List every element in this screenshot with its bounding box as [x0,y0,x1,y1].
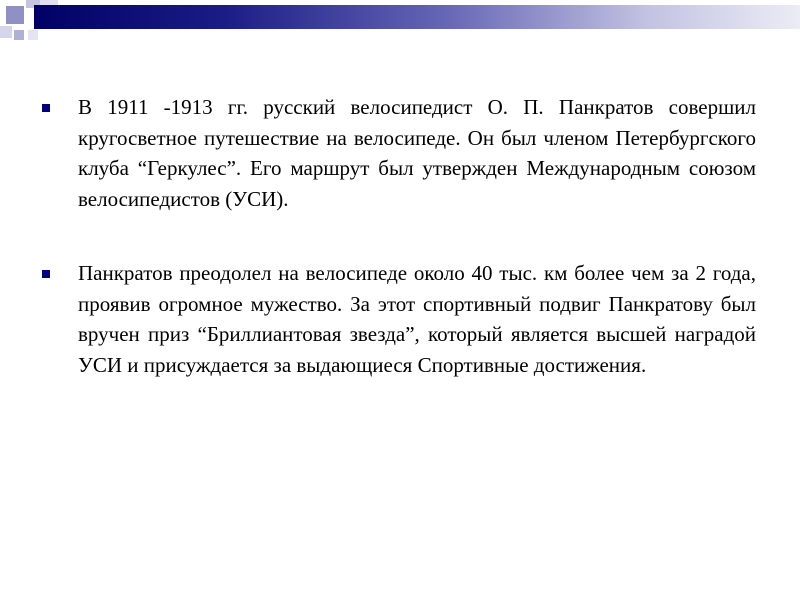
slide-content [42,92,756,424]
decor-square-icon [28,30,38,40]
bullet-text: Панкратов преодолел на велосипеде около 40 тыс. км более чем за 2 года, проявив огромное мужество. За этот спортивный подвиг Панкратову был вручен приз “Бриллиантовая звезда”, который является высшей наградой УСИ и присуждается за выдающиеся Спортивные достижения. [78,261,756,377]
square-bullet-icon [42,104,50,112]
bullet-text: В 1911 -1913 гг. русский велосипедист О. П. Панкратов совершил кругосветное путешествие на велосипеде. Он был членом Петербургского клуба “Геркулес”. Его маршрут был утвержден Международным союзом велосипедистов (УСИ). [78,95,756,211]
bullet-item [42,258,756,380]
decor-square-icon [6,6,24,24]
decor-square-icon [14,30,24,40]
header-gradient-band [34,5,800,29]
bullet-item [42,92,756,214]
decor-square-icon [0,26,12,38]
square-bullet-icon [42,270,50,278]
